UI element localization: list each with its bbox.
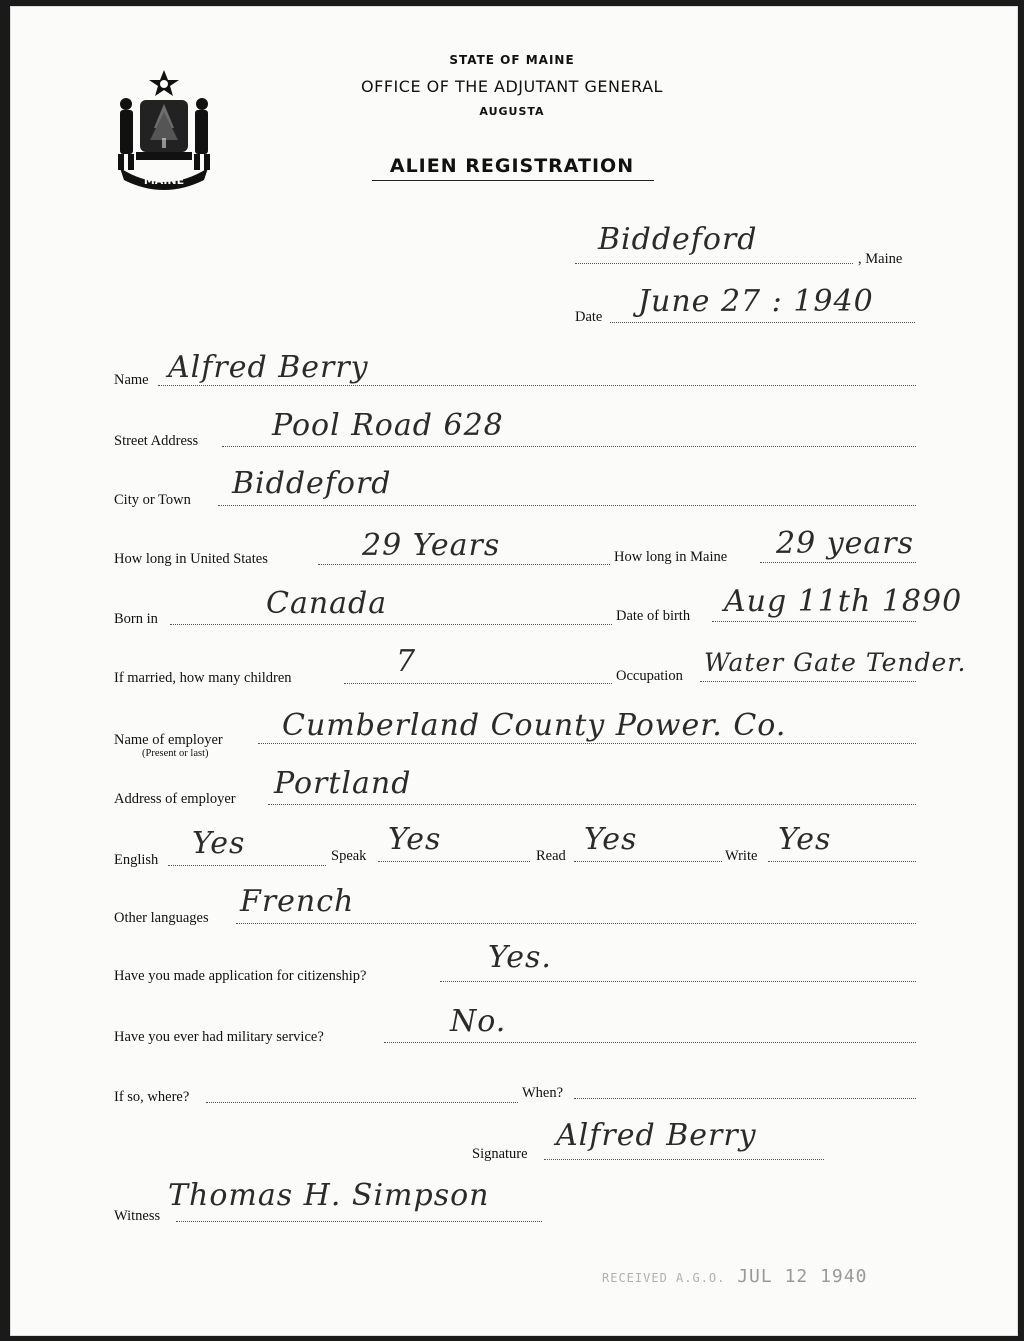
- place-line: [575, 262, 853, 264]
- citizenship-line: [440, 980, 916, 982]
- city-label: City or Town: [114, 492, 191, 508]
- employer-sublabel: (Present or last): [142, 748, 209, 759]
- military-entry: No.: [450, 1004, 507, 1039]
- employer-address-line: [268, 803, 916, 805]
- street-entry: Pool Road 628: [272, 408, 504, 443]
- read-label: Read: [536, 848, 566, 864]
- write-label: Write: [725, 848, 758, 864]
- dob-label: Date of birth: [616, 608, 691, 624]
- born-in-line: [170, 623, 612, 625]
- if-so-line: [206, 1101, 518, 1103]
- citizenship-entry: Yes.: [488, 940, 552, 975]
- dob-line: [712, 620, 916, 622]
- born-in-label: Born in: [114, 611, 158, 627]
- seal-ribbon-text: MAINE: [143, 174, 185, 187]
- street-label: Street Address: [114, 433, 199, 449]
- other-languages-label: Other languages: [114, 910, 209, 926]
- military-label: Have you ever had military service?: [114, 1029, 324, 1045]
- employer-entry: Cumberland County Power. Co.: [282, 708, 787, 743]
- military-line: [384, 1041, 916, 1043]
- other-languages-entry: French: [240, 884, 355, 919]
- occupation-entry: Water Gate Tender.: [704, 648, 967, 677]
- when-label: When?: [522, 1085, 564, 1101]
- title-underline: [372, 180, 654, 181]
- read-entry: Yes: [584, 822, 638, 857]
- how-long-us-line: [318, 563, 610, 565]
- stamp-received-text: RECEIVED A.G.O.: [602, 1271, 726, 1285]
- header-state: STATE OF MAINE: [449, 53, 575, 67]
- write-entry: Yes: [778, 822, 832, 857]
- name-label: Name: [114, 372, 149, 388]
- children-line: [344, 682, 612, 684]
- place-suffix: , Maine: [858, 251, 903, 267]
- how-long-me-entry: 29 years: [776, 526, 915, 561]
- witness-line: [176, 1220, 542, 1222]
- dob-entry: Aug 11th 1890: [724, 584, 963, 619]
- speak-label: Speak: [331, 848, 367, 864]
- form-title: ALIEN REGISTRATION: [389, 155, 635, 177]
- born-in-entry: Canada: [266, 586, 388, 621]
- citizenship-label: Have you made application for citizenship?: [114, 968, 367, 984]
- signature-line: [544, 1158, 824, 1160]
- signature-label: Signature: [472, 1146, 528, 1162]
- english-entry: Yes: [192, 826, 246, 861]
- speak-line: [378, 860, 530, 862]
- speak-entry: Yes: [388, 822, 442, 857]
- name-entry: Alfred Berry: [168, 350, 369, 385]
- city-entry: Biddeford: [232, 466, 392, 501]
- date-entry: June 27 : 1940: [638, 284, 874, 319]
- english-line: [168, 864, 326, 866]
- employer-address-entry: Portland: [274, 766, 412, 801]
- write-line: [768, 860, 916, 862]
- other-languages-line: [236, 922, 916, 924]
- signature-entry: Alfred Berry: [556, 1118, 757, 1153]
- read-line: [574, 860, 722, 862]
- stamp-date-text: JUL 12 1940: [737, 1266, 868, 1287]
- street-line: [222, 445, 916, 447]
- if-so-label: If so, where?: [114, 1089, 190, 1105]
- header-office: OFFICE OF THE ADJUTANT GENERAL: [361, 77, 663, 96]
- witness-label: Witness: [114, 1208, 161, 1224]
- english-label: English: [114, 852, 159, 868]
- occupation-line: [700, 680, 916, 682]
- when-line: [574, 1097, 916, 1099]
- occupation-label: Occupation: [616, 668, 683, 684]
- how-long-us-entry: 29 Years: [362, 528, 501, 563]
- header-city: AUGUSTA: [479, 105, 545, 118]
- date-line: [610, 321, 915, 323]
- how-long-us-label: How long in United States: [114, 551, 268, 567]
- children-label: If married, how many children: [114, 670, 292, 686]
- how-long-me-line: [760, 561, 916, 563]
- employer-address-label: Address of employer: [114, 791, 236, 807]
- witness-entry: Thomas H. Simpson: [168, 1178, 490, 1213]
- date-label: Date: [575, 309, 603, 325]
- received-stamp: [602, 1266, 867, 1287]
- employer-label: Name of employer: [114, 732, 223, 748]
- children-entry: 7: [396, 644, 417, 679]
- place-entry: Biddeford: [598, 222, 758, 257]
- how-long-me-label: How long in Maine: [614, 549, 728, 565]
- city-line: [218, 504, 916, 506]
